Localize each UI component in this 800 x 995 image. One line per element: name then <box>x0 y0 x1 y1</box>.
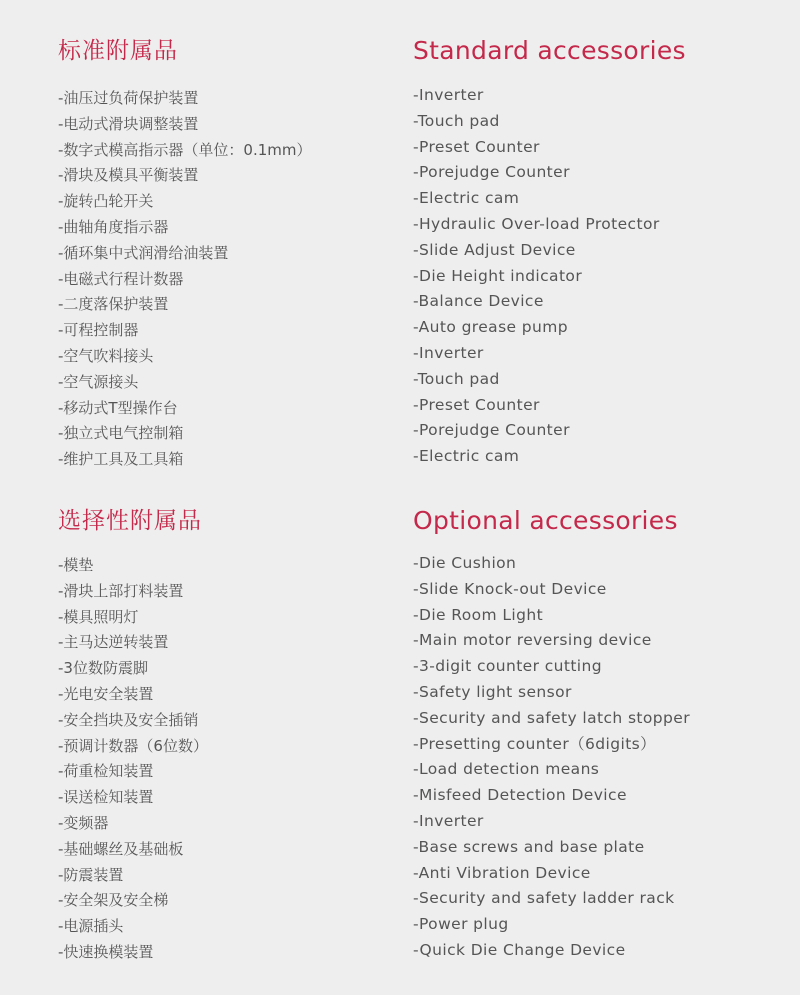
list-item: -安全挡块及安全插销 <box>58 710 199 729</box>
list-item: -Misfeed Detection Device <box>413 786 627 805</box>
optional-title-en: Optional accessories <box>413 506 678 535</box>
list-item: -Power plug <box>413 915 509 934</box>
list-item: -光电安全装置 <box>58 684 154 703</box>
standard-accessories-en <box>413 36 783 470</box>
list-item: -Electric cam <box>413 447 520 466</box>
list-item: -滑块及模具平衡装置 <box>58 166 199 185</box>
list-item: -Porejudge Counter <box>413 163 570 182</box>
list-item: -Die Room Light <box>413 605 544 624</box>
list-item: -基础螺丝及基础板 <box>58 839 184 858</box>
list-item: -电源插头 <box>58 917 124 936</box>
list-item: -Balance Device <box>413 292 544 311</box>
list-item: -Slide Knock-out Device <box>413 579 607 598</box>
list-item: -Preset Counter <box>413 137 540 156</box>
list-item: -防震装置 <box>58 865 124 884</box>
list-item: -空气吹料接头 <box>58 346 154 365</box>
list-item: -Anti Vibration Device <box>413 863 591 882</box>
list-item: -荷重检知装置 <box>58 762 154 781</box>
optional-title-zh: 选择性附属品 <box>58 508 202 534</box>
list-item: -滑块上部打料装置 <box>58 581 184 600</box>
list-item: -空气源接头 <box>58 372 139 391</box>
list-item: -Inverter <box>413 811 484 830</box>
list-item: -循环集中式润滑给油装置 <box>58 243 229 262</box>
standard-list-zh <box>58 86 388 473</box>
list-item: -模垫 <box>58 556 94 574</box>
list-item: -Die Height indicator <box>413 266 583 285</box>
list-item: -安全架及安全梯 <box>58 891 169 910</box>
list-item: -3位数防震脚 <box>58 659 148 678</box>
standard-list-en <box>413 83 783 470</box>
list-item: -主马达逆转装置 <box>58 633 169 652</box>
standard-title-en: Standard accessories <box>413 36 686 65</box>
standard-title-zh: 标准附属品 <box>58 38 178 64</box>
list-item: -Main motor reversing device <box>413 631 652 650</box>
list-item: -Hydraulic Over-load Protector <box>413 214 660 233</box>
list-item: -Electric cam <box>413 189 520 208</box>
optional-accessories-en <box>413 506 783 964</box>
list-item: -预调计数器（6位数） <box>58 736 208 755</box>
list-item: -误送检知装置 <box>58 788 154 807</box>
list-item: -Inverter <box>413 86 484 104</box>
list-item: -曲轴角度指示器 <box>58 217 169 236</box>
optional-list-zh <box>58 553 388 966</box>
list-item: -移动式T型操作台 <box>58 398 178 417</box>
list-item: -Porejudge Counter <box>413 421 570 440</box>
list-item: -变频器 <box>58 813 109 832</box>
list-item: -模具照明灯 <box>58 607 139 626</box>
optional-accessories-zh <box>58 506 388 966</box>
list-item: -Die Cushion <box>413 554 517 572</box>
list-item: -二度落保护装置 <box>58 295 169 314</box>
list-item: -独立式电气控制箱 <box>58 424 184 443</box>
list-item: -维护工具及工具箱 <box>58 450 184 469</box>
list-item: -Slide Adjust Device <box>413 240 576 259</box>
list-item: -Inverter <box>413 343 484 362</box>
list-item: -电磁式行程计数器 <box>58 269 184 288</box>
list-item: -Touch pad <box>413 369 500 388</box>
list-item: -Quick Die Change Device <box>413 940 626 959</box>
list-item: -可程控制器 <box>58 321 139 340</box>
list-item: -3-digit counter cutting <box>413 657 602 676</box>
optional-list-en <box>413 551 783 964</box>
list-item: -Touch pad <box>413 111 500 130</box>
standard-accessories-zh <box>58 36 388 473</box>
list-item: -Auto grease pump <box>413 318 569 337</box>
list-item: -Presetting counter（6digits） <box>413 734 657 753</box>
list-item: -Load detection means <box>413 760 600 779</box>
list-item: -Safety light sensor <box>413 682 572 701</box>
list-item: -Preset Counter <box>413 395 540 414</box>
list-item: -Security and safety latch stopper <box>413 708 690 727</box>
list-item: -快速换模装置 <box>58 942 154 961</box>
list-item: -油压过负荷保护装置 <box>58 89 199 107</box>
list-item: -旋转凸轮开关 <box>58 192 154 211</box>
list-item: -电动式滑块调整装置 <box>58 114 199 133</box>
list-item: -Base screws and base plate <box>413 837 645 856</box>
list-item: -数字式模高指示器（单位：0.1mm） <box>58 140 312 159</box>
list-item: -Security and safety ladder rack <box>413 889 675 908</box>
